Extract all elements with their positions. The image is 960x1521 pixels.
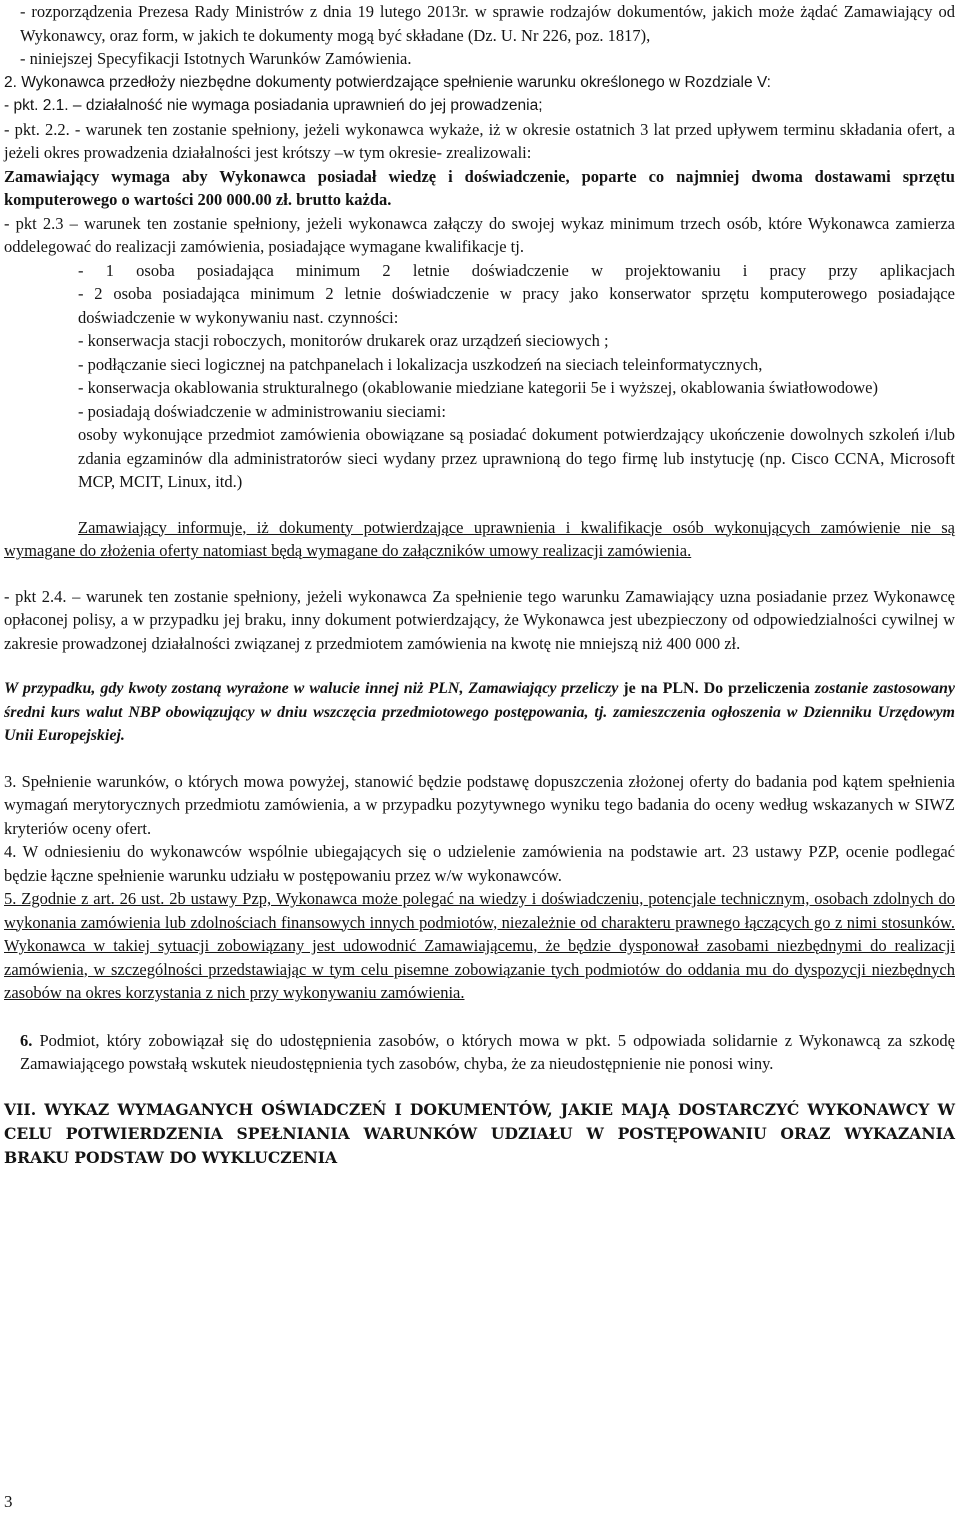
siwz-item: - niniejszej Specyfikacji Istotnych Warunków Zamówienia.	[20, 49, 412, 68]
spacer	[4, 1076, 955, 1098]
currency-note-part2: je na PLN.	[618, 680, 704, 697]
spacer	[4, 748, 955, 770]
spacer	[4, 494, 955, 516]
task-workstations: - konserwacja stacji roboczych, monitorów drukarek oraz urządzeń sieciowych ;	[78, 331, 609, 350]
person-1-requirement: - 1 osoba posiadająca minimum 2 letnie doświadczenie w projektowaniu i pracy przy aplikacjach	[78, 260, 955, 280]
paragraph-6-text: Podmiot, który zobowiązał się do udostępnienia zasobów, o których mowa w pkt. 5 odpowiada solidarnie z Wykonawcą za szkodę Zamawiającego powstałą wskutek nieudostępnienia tych zasobów, chyba, że za nieudostępnienie nie ponosi winy.	[20, 1030, 955, 1073]
section-vii-heading: VII. WYKAZ WYMAGANYCH OŚWIADCZEŃ I DOKUMENTÓW, JAKIE MAJĄ DOSTARCZYĆ WYKONAWCY W CELU POTWIERDZENIA SPEŁNIANIA WARUNKÓW UDZIAŁU W POSTĘPOWANIU ORAZ WYKAZANIA BRAKU PODSTAW DO WYKLUCZENIA	[4, 1099, 955, 1167]
point-2-1: - pkt. 2.1. – działalność nie wymaga posiadania uprawnień do jej prowadzenia;	[4, 97, 543, 114]
currency-note-part4: zostanie zastosowany średni kurs walut NBP obowiązujący w dniu wszczęcia przedmiotowego postępowania, tj. zamieszczenia ogłoszenia w Dzienniku Urzędowym Unii Europejskiej.	[4, 680, 956, 744]
point-2-4: - pkt 2.4. – warunek ten zostanie spełniony, jeżeli wykonawca Za spełnienie tego warunku Zamawiający uzna posiadanie przez Wykonawcę opłaconej polisy, a w przypadku jej braku, inny dokument potwierdzający, że Wykonawca jest ubezpieczony od odpowiedzialności cywilnej w zakresie prowadzonej działalności związanej z przedmiotem zamówienia na kwotę nie mniejszą niż 400 000 zł.	[4, 586, 955, 653]
paragraph-2: 2. Wykonawca przedłoży niezbędne dokumenty potwierdzające spełnienie warunku określonego w Rozdziale V:	[4, 73, 771, 91]
certification-requirement: osoby wykonujące przedmiot zamówienia obowiązane są posiadać dokument potwierdzający ukończenie dowolnych szkoleń i/lub zdania egzaminów dla administratorów sieci wydany przez uprawnioną do tego firmę lub instytucję (np. Cisco CCNA, Microsoft MCP, MCIT, Linux, itd.)	[78, 425, 955, 491]
page-number: 3	[4, 1492, 13, 1511]
currency-note-part3: Do przeliczenia	[703, 680, 815, 697]
paragraph-6	[4, 1029, 955, 1076]
spacer	[4, 1005, 955, 1029]
spacer	[4, 563, 955, 585]
paragraph-3: 3. Spełnienie warunków, o których mowa powyżej, stanowić będzie podstawę dopuszczenia złożonej oferty do badania pod kątem spełnienia wymagań merytorycznych przedmiotu zamówienia, a w przypadku pozytywnego wyniku tego badania do oceny według wskazanych w SIWZ kryteriów oceny ofert.	[4, 771, 955, 838]
point-2-2-requirement: Zamawiający wymaga aby Wykonawca posiadał wiedzę i doświadczenie, poparte co najmniej dwoma dostawami sprzętu komputerowego o wartości 200 000.00 zł. brutto każda.	[4, 166, 955, 209]
paragraph-4: 4. W odniesieniu do wykonawców wspólnie ubiegających się o udzielenie zamówienia na podstawie art. 23 ustawy PZP, ocenie podlegać będzie łączne spełnienie warunku udziału w postępowaniu przez w/w wykonawców.	[4, 842, 955, 885]
point-2-2: - pkt. 2.2. - warunek ten zostanie spełniony, jeżeli wykonawca wykaże, iż w okresie ostatnich 3 lat przed upływem terminu składania ofert, a jeżeli okres prowadzenia działalności jest krótszy –w tym okresie- zrealizowali:	[4, 119, 955, 162]
paragraph-5: 5. Zgodnie z art. 26 ust. 2b ustawy Pzp, Wykonawca może polegać na wiedzy i doświadczeniu, potencjale technicznym, osobach zdolnych do wykonania zamówienia lub zdolnościach finansowych innych podmiotów, niezależnie od charakteru prawnego łączących go z nimi stosunków. Wykonawca w takiej sytuacji zobowiązany jest udowodnić Zamawiającemu, że będzie dysponował zasobami niezbędnymi do realizacji zamówienia, w szczególności przedstawiając w tym celu pisemne zobowiązanie tych podmiotów do oddania mu do dyspozycji niezbędnych zasobów na okres korzystania z nich przy wykonywaniu zamówienia.	[4, 889, 955, 1002]
info-note: Zamawiający informuje, iż dokumenty potwierdzające uprawnienia i kwalifikacje osób wykonujących zamówienie nie są wymagane do złożenia oferty natomiast będą wymagane do załączników umowy realizacji zamówienia.	[4, 517, 955, 560]
task-cabling: - konserwacja okablowania strukturalnego (okablowanie miedziane kategorii 5e i wyższej, okablowania światłowodowe)	[78, 378, 878, 397]
spacer	[4, 655, 955, 677]
person-2-requirement: - 2 osoba posiadająca minimum 2 letnie doświadczenie w pracy jako konserwator sprzętu komputerowego posiadające doświadczenie w wykonywaniu nast. czynności:	[78, 284, 955, 327]
legal-basis-item: - rozporządzenia Prezesa Rady Ministrów z dnia 19 lutego 2013r. w sprawie rodzajów dokumentów, jakich może żądać Zamawiający od Wykonawcy, oraz form, w jakich te dokumenty mogą być składane (Dz. U. Nr 226, poz. 1817),	[20, 2, 955, 45]
currency-note-part1: W przypadku, gdy kwoty zostaną wyrażone w walucie innej niż PLN, Zamawiający przeliczy	[4, 680, 619, 697]
task-network: - podłączanie sieci logicznej na patchpanelach i lokalizacja uszkodzeń na sieciach teleinformatycznych,	[78, 354, 763, 374]
point-2-3: - pkt 2.3 – warunek ten zostanie spełniony, jeżeli wykonawca załączy do swojej wykaz minimum trzech osób, które Wykonawca zamierza oddelegować do realizacji zamówienia, posiadające wymagane kwalifikacje tj.	[4, 213, 955, 256]
task-administration: - posiadają doświadczenie w administrowaniu sieciami:	[78, 401, 446, 421]
document-page	[4, 0, 955, 1170]
paragraph-6-number: 6.	[20, 1030, 33, 1050]
currency-note	[4, 677, 955, 748]
